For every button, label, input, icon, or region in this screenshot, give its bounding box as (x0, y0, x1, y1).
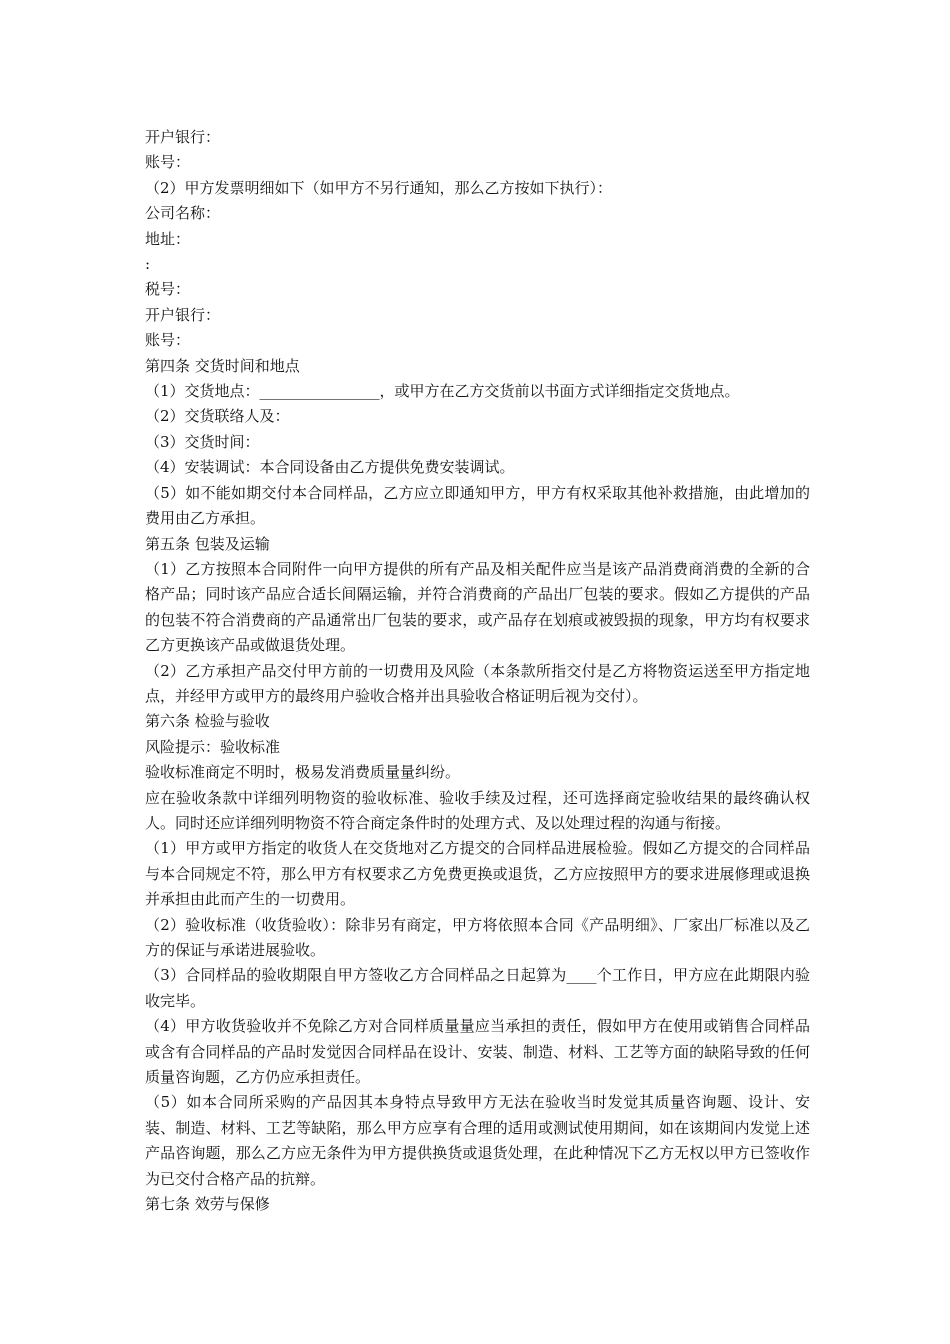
account-label-2: 账号： (145, 331, 191, 350)
bank-label-2: 开户银行： (145, 305, 221, 324)
clause-6-2: （2）验收标准（收货验收）：除非另有商定，甲方将依照本合同《产品明细》、厂家出厂标准以及乙方的保证与承诺进展验收。 (145, 915, 810, 959)
article-5-heading: 第五条 包装及运输 (145, 534, 270, 553)
document-page (145, 125, 810, 1217)
risk-tip-text-2: 应在验收条款中详细列明物资的验收标准、验收手续及过程，还可选择商定验收结果的最终确认权人。同时还应详细列明物资不符合商定条件时的处理方式、及以处理过程的沟通与衔接。 (145, 788, 810, 832)
article-6-heading: 第六条 检验与验收 (145, 712, 270, 731)
clause-4-4: （4）安装调试：本合同设备由乙方提供免费安装调试。 (145, 458, 515, 477)
article-7-heading: 第七条 效劳与保修 (145, 1195, 270, 1214)
clause-6-4: （4）甲方收货验收并不免除乙方对合同样质量量应当承担的责任，假如甲方在使用或销售合同样品或含有合同样品的产品时发觉因合同样品在设计、安装、制造、材料、工艺等方面的缺陷导致的任何质量咨询题，乙方仍应承担责任。 (145, 1017, 810, 1087)
clause-5-1: （1）乙方按照本合同附件一向甲方提供的所有产品及相关配件应当是该产品消费商消费的全新的合格产品；同时该产品应合适长间隔运输，并符合消费商的产品出厂包装的要求。假如乙方提供的产品的包装不符合消费商的产品通常出厂包装的要求，或产品存在划痕或被毁损的现象，甲方均有权要求乙方更换该产品或做退货处理。 (145, 559, 810, 655)
clause-4-5: （5）如不能如期交付本合同样品，乙方应立即通知甲方，甲方有权采取其他补救措施，由此增加的费用由乙方承担。 (145, 483, 810, 528)
risk-tip-text-1: 验收标准商定不明时，极易发消费质量量纠纷。 (145, 763, 461, 782)
clause-6-3: （3）合同样品的验收期限自甲方签收乙方合同样品之日起算为____个工作日，甲方应在此期限内验收完毕。 (145, 966, 810, 1010)
address-label: 地址： (145, 229, 191, 248)
colon-line: : (145, 255, 151, 274)
clause-5-2: （2）乙方承担产品交付甲方前的一切费用及风险（本条款所指交付是乙方将物资运送至甲方指定地点，并经甲方或甲方的最终用户验收合格并出具验收合格证明后视为交付）。 (145, 661, 810, 705)
invoice-details-intro: （2）甲方发票明细如下（如甲方不另行通知，那么乙方按如下执行）： (145, 178, 613, 197)
bank-label-1: 开户银行： (145, 128, 221, 146)
clause-4-2: （2）交货联络人及： (145, 407, 290, 426)
clause-6-5: （5）如本合同所采购的产品因其本身特点导致甲方无法在验收当时发觉其质量咨询题、设计、安装、制造、材料、工艺等缺陷，那么甲方应享有合理的适用或测试使用期间，如在该期间内发觉上述产品咨询题，那么乙方应无条件为甲方提供换货或退货处理，在此种情况下乙方无权以甲方已签收作为已交付合格产品的抗辩。 (145, 1093, 810, 1188)
company-name-label: 公司名称： (145, 204, 221, 223)
clause-4-1: （1）交货地点：________________，或甲方在乙方交货前以书面方式详细指定交货地点。 (145, 382, 740, 401)
tax-number-label: 税号： (145, 280, 191, 299)
article-4-heading: 第四条 交货时间和地点 (145, 356, 300, 375)
clause-4-3: （3）交货时间： (145, 432, 260, 451)
account-label-1: 账号： (145, 153, 191, 172)
clause-6-1: （1）甲方或甲方指定的收货人在交货地对乙方提交的合同样品进展检验。假如乙方提交的合同样品与本合同规定不符，那么甲方有权要求乙方免费更换或退货，乙方应按照甲方的要求进展修理或退换并承担由此而产生的一切费用。 (145, 839, 810, 909)
risk-tip-heading: 风险提示：验收标准 (145, 737, 281, 756)
